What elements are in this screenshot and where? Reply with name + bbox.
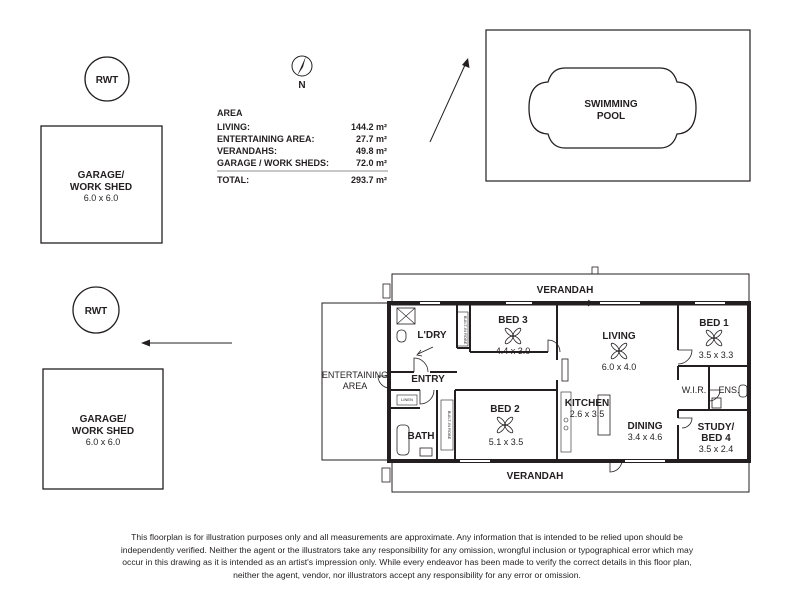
living-label: LIVING	[602, 331, 636, 342]
ceiling-fan-icon	[504, 327, 522, 345]
area-row-value: 144.2 m²	[350, 122, 387, 132]
bed2-label: BED 2	[490, 404, 520, 415]
area-row-value: 27.7 m²	[355, 134, 387, 144]
area-total-value: 293.7 m²	[350, 175, 387, 185]
rwt-top	[85, 57, 129, 101]
bed3-size: 4.4 x 3.0	[495, 346, 531, 356]
area-row-label: VERANDAHS:	[217, 146, 278, 156]
area-row-label: GARAGE / WORK SHEDS:	[217, 158, 330, 168]
kitchen-size: 2.6 x 3.5	[569, 409, 605, 419]
area-row-value: 49.8 m²	[355, 146, 387, 156]
pool-line2: POOL	[596, 111, 626, 122]
robe-label: BUILT-IN ROBE	[463, 315, 468, 345]
bath-label: BATH	[407, 431, 435, 442]
area-table	[217, 108, 388, 185]
garage-bottom-size: 6.0 x 6.0	[85, 437, 121, 447]
pool-line1: SWIMMING	[584, 99, 638, 110]
kitchen-label: KITCHEN	[564, 398, 610, 409]
study-line2: BED 4	[701, 433, 731, 444]
rwt-top-label: RWT	[95, 75, 119, 86]
study-line1: STUDY/	[697, 422, 735, 433]
north-needle-icon	[297, 56, 306, 76]
house	[322, 267, 749, 492]
ldry-label: L'DRY	[417, 330, 447, 341]
north-label: N	[298, 80, 306, 91]
study-size: 3.5 x 2.4	[698, 444, 734, 454]
entry-arrow-icon	[417, 347, 433, 356]
area-total-label: TOTAL:	[217, 175, 250, 185]
ceiling-fan-icon	[705, 329, 723, 347]
rwt-bottom-label: RWT	[84, 306, 108, 317]
dining-size: 3.4 x 4.6	[627, 432, 663, 442]
arrow-up-icon	[462, 58, 470, 68]
bed3-label: BED 3	[498, 315, 528, 326]
arrow-left-icon	[141, 340, 150, 347]
entertaining-line2: AREA	[342, 381, 368, 391]
garage-top-line1: GARAGE/	[77, 170, 125, 181]
garage-top-line2: WORK SHED	[69, 182, 133, 193]
wir-label: W.I.R.	[681, 385, 707, 395]
bed1-label: BED 1	[699, 318, 729, 329]
disclaimer-text: This floorplan is for illustration purposes only and all measurements are approximate. Any information that is intended to be relied upon should be independently verified. Neither the agent or the illustrators take any responsibility for any omission, wrongful inclusion or typographical error which may occur in this drawing as it is intended as an artist's impression only. While every endeavor has been made to verify the correct details in this floor plan, neither the agent, vendor, nor illustrators accept any responsibility for any error or omission.	[120, 532, 694, 580]
door-swings	[378, 340, 720, 472]
area-heading: AREA	[217, 108, 243, 118]
bed2-size: 5.1 x 3.5	[488, 437, 524, 447]
garage-top-size: 6.0 x 6.0	[83, 193, 119, 203]
garage-bottom-line2: WORK SHED	[71, 426, 135, 437]
verandah-bottom-label: VERANDAH	[506, 471, 564, 482]
entertaining-line1: ENTERTAINING	[321, 370, 389, 380]
toilet-icon	[397, 330, 406, 342]
area-row-label: ENTERTAINING AREA:	[217, 134, 315, 144]
garage-top	[41, 126, 162, 243]
ens-label: ENS.	[718, 385, 740, 395]
ceiling-fan-icon	[496, 416, 514, 434]
pool-area	[486, 30, 750, 181]
garage-bottom-line1: GARAGE/	[79, 414, 127, 425]
dining-label: DINING	[627, 421, 663, 432]
area-row-value: 72.0 m²	[355, 158, 387, 168]
ceiling-fan-icon	[610, 342, 628, 360]
verandah-top-label: VERANDAH	[536, 285, 594, 296]
garage-bottom	[43, 369, 163, 489]
robe-label: BUILT-IN ROBE	[447, 410, 452, 440]
bed1-size: 3.5 x 3.3	[698, 350, 734, 360]
linen-label: LINEN	[401, 397, 413, 402]
rwt-bottom	[73, 287, 119, 333]
entry-label: ENTRY	[411, 374, 445, 385]
living-size: 6.0 x 4.0	[601, 362, 637, 372]
verandah-bottom-outline	[392, 460, 749, 492]
area-row-label: LIVING:	[217, 122, 250, 132]
north-arrow	[292, 56, 312, 91]
